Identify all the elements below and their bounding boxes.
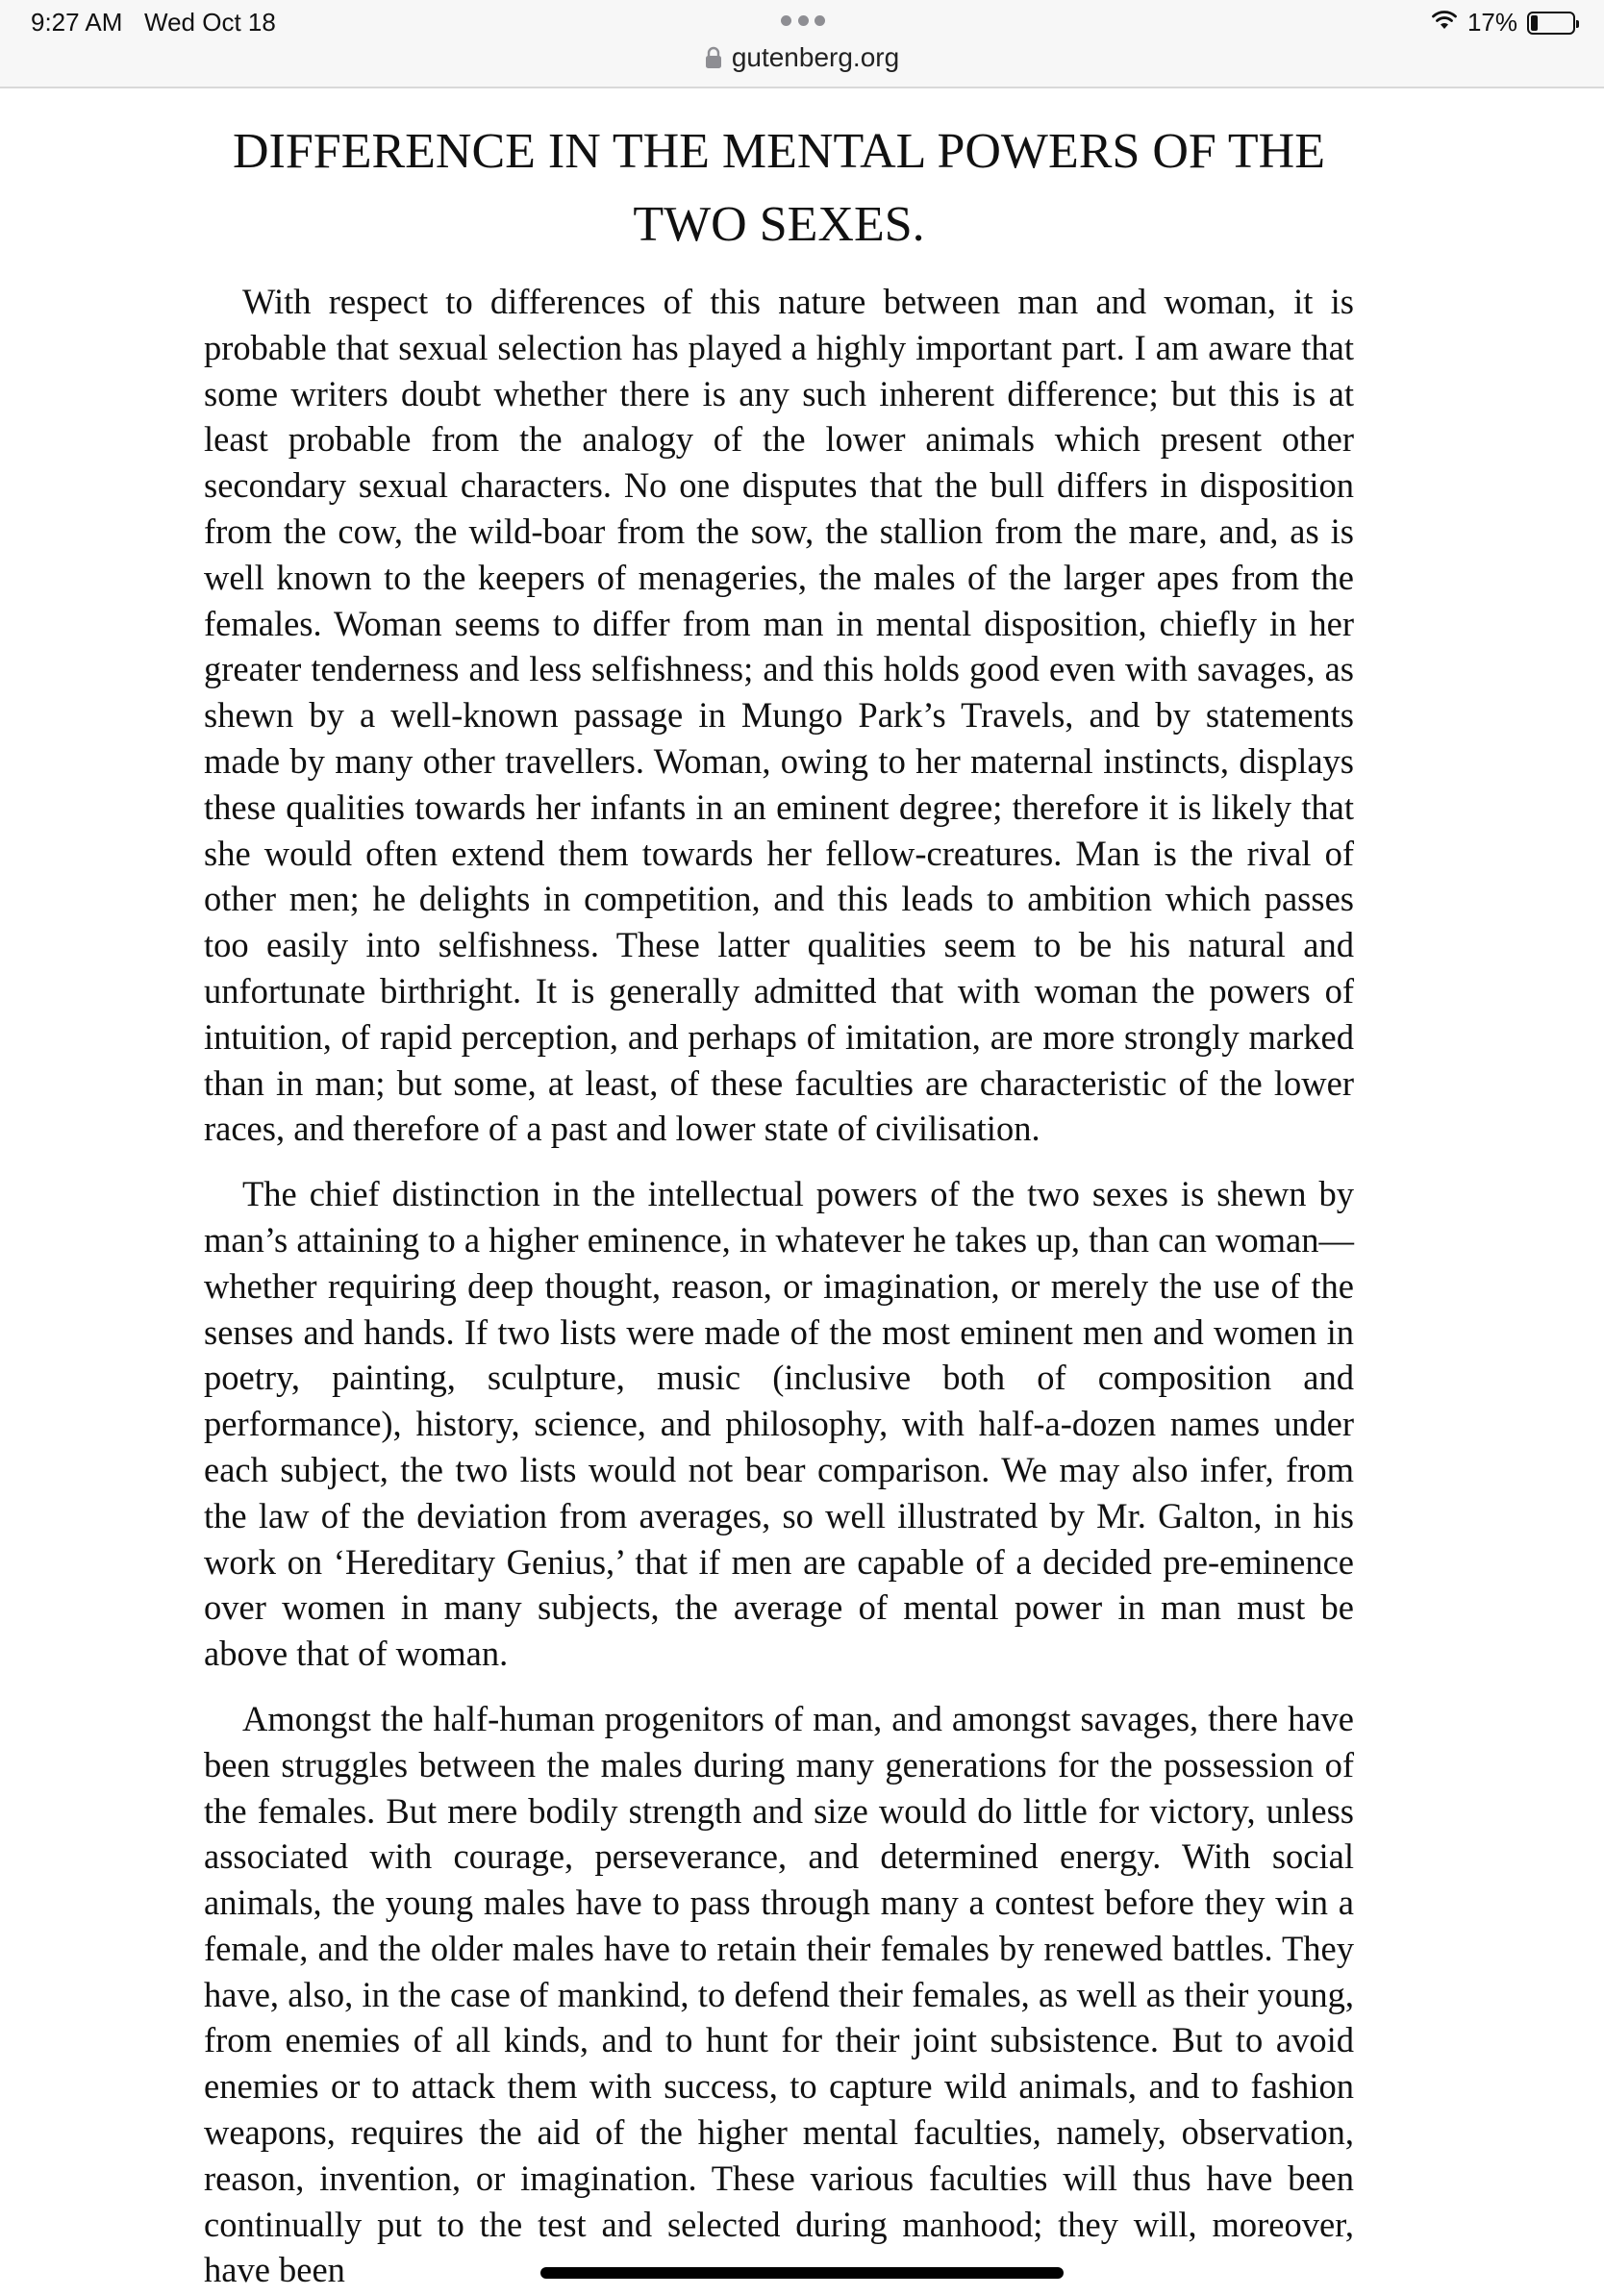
battery-level (1531, 15, 1538, 31)
address-bar[interactable] (0, 38, 1604, 77)
url-text[interactable]: gutenberg.org (731, 42, 900, 72)
lock-icon (705, 46, 722, 69)
battery-percent: 17% (1466, 8, 1517, 37)
paragraph-3: Amongst the half-human progenitors of man, and amongst savages, there have been struggles between the males during many generations for the possession of the females. But mere bodily strength and size would do little for victory, unless associated with courage, perseverance, and determined energy. With social animals, the young males have to pass through many a contest before they win a female, and the older males have to retain their females by renewed battles. They have, also, in the case of mankind, to defend their females, as well as their young, from enemies of all kinds, and to hunt for their joint subsistence. But to avoid enemies or to attack them with success, to capture wild animals, and to fashion weapons, requires the aid of the higher mental faculties, namely, observation, reason, invention, or imagination. These various faculties will thus have been continually put to the test and selected during manhood; they will, moreover, have been (204, 1698, 1354, 2290)
chapter-title: DIFFERENCE IN THE MENTAL POWERS OF THE TWO SEXES. (232, 124, 1325, 252)
article (204, 115, 1354, 2293)
status-indicators (1431, 8, 1575, 37)
home-indicator[interactable] (540, 2267, 1064, 2279)
more-dots-icon[interactable] (781, 13, 825, 27)
paragraph-2: The chief distinction in the intellectual powers of the two sexes is shewn by man’s attaining to a higher eminence, in whatever he takes up, than can woman—whether requiring deep thought, reason, or imagination, or merely the use of the senses and hands. If two lists were made of the most eminent men and women in poetry, painting, sculpture, music (inclusive both of composition and performance), history, science, and philosophy, with half-a-dozen names under each subject, the two lists would not bear comparison. We may also infer, from the law of the deviation from averages, so well illustrated by Mr. Galton, in his work on ‘Hereditary Genius,’ that if men are capable of a decided pre-eminence over women in many subjects, the average of mental power in man must be above that of woman. (204, 1174, 1354, 1674)
status-date: Wed Oct 18 (144, 8, 276, 37)
paragraph-1: With respect to differences of this nature between man and woman, it is probable that sexual selection has played a highly important part. I am aware that some writers doubt whether there is any such inherent difference; but this is at least probable from the analogy of the lower animals which present other secondary sexual characters. No one disputes that the bull differs in disposition from the cow, the wild-boar from the sow, the stallion from the mare, and, as is well known to the keepers of menageries, the males of the larger apes from the females. Woman seems to differ from man in mental disposition, chiefly in her greater tenderness and less selfishness; and this holds good even with savages, as shewn by a well-known passage in Mungo Park’s Travels, and by statements made by many other travellers. Woman, owing to her maternal instincts, displays these qualities towards her infants in an eminent degree; therefore it is likely that she would often extend them towards her fellow-creatures. Man is the rival of other men; he delights in competition, and this leads to ambition which passes too easily into selfishness. These latter qualities seem to be his natural and unfortunate birthright. It is generally admitted that with woman the powers of intuition, of rapid perception, and perhaps of imitation, are more strongly marked than in man; but some, at least, of these faculties are characteristic of the lower races, and therefore of a past and lower state of civilisation. (204, 282, 1354, 1149)
status-bar (0, 0, 1604, 88)
battery-icon (1527, 12, 1575, 35)
wifi-icon (1431, 10, 1458, 36)
status-time: 9:27 AM (31, 8, 123, 37)
